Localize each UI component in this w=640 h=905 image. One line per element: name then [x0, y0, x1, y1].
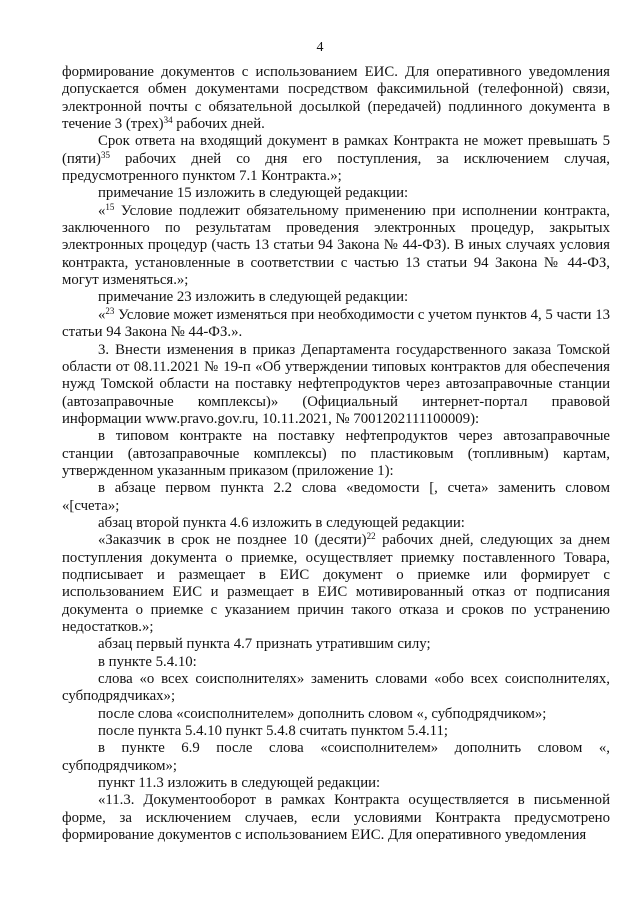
paragraph-text: в пункте 6.9 после слова «соисполнителем» дополнить словом «, субподрядчиком»; [62, 740, 610, 774]
paragraph [62, 636, 610, 653]
paragraph-text: в пункте 5.4.10: [98, 653, 197, 670]
paragraph-text: Условие подлежит обязательному применению при исполнении контракта, заключенного по результатам проведения электронных процедур, закрытых электронных процедур (часть 13 статьи 94 Закона № 44-ФЗ). В иных случаях условия контракта, установленные в соответствии с частью 13 статьи 94 Закона № 44-ФЗ, могут изменяться.»; [62, 202, 610, 289]
paragraph-text: после слова «соисполнителем» дополнить словом «, субподрядчиком»; [98, 705, 547, 722]
paragraph [62, 480, 610, 515]
footnote-ref: 22 [366, 531, 376, 542]
paragraph [62, 185, 610, 202]
paragraph [62, 342, 610, 429]
paragraph [62, 792, 610, 844]
paragraph-text: рабочих дней, следующих за днем поступления документа о приемке, осуществляет приемку поставленного Товара, подписывает и размещает в ЕИС документ о приемке или формирует с использованием ЕИС и размещает в ЕИС мотивированный отказ от подписания документа о приемке с указанием причин такого отказа и сроков по устранению недостатков.»; [62, 532, 610, 635]
paragraph [62, 775, 610, 792]
footnote-ref: 15 [105, 201, 115, 212]
paragraph-text: абзац первый пункта 4.7 признать утратившим силу; [98, 636, 431, 653]
paragraph-text: формирование документов с использованием ЕИС. Для оперативного уведомления допускается обмен документами посредством факсимильной (телефонной) связи, электронной почты с обязательной досылкой (передачей) подлинного документа в течение 3 (трех) [62, 64, 610, 133]
paragraph [62, 654, 610, 671]
paragraph [62, 532, 610, 636]
paragraph-text: после пункта 5.4.10 пункт 5.4.8 считать пунктом 5.4.11; [98, 723, 449, 740]
paragraph-text: 3. Внести изменения в приказ Департамента государственного заказа Томской области от 08.11.2021 № 19-п «Об утверждении типовых контрактов для обеспечения нужд Томской области на поставку нефтепродуктов через автозаправочные станции (автозаправочные комплексы)» (Официальный интернет-портал правовой информации www.pravo.gov.ru, 10.11.2021, № 7001202111100009): [62, 341, 610, 427]
paragraph-text: слова «о всех соисполнителях» заменить словами «обо всех соисполнителях, субподрядчиках»; [62, 671, 610, 705]
paragraph-text: примечание 15 изложить в следующей редакции: [98, 185, 409, 202]
footnote-ref: 34 [163, 115, 173, 126]
paragraph-text: примечание 23 изложить в следующей редакции: [98, 289, 409, 306]
paragraph [62, 671, 610, 706]
paragraph [62, 307, 610, 342]
paragraph [62, 133, 610, 185]
footnote-ref: 35 [100, 149, 110, 160]
paragraph-text: рабочих дней со дня его поступления, за исключением случая, предусмотренного пунктом 7.1 Контракта.»; [62, 150, 610, 185]
paragraph-text: рабочих дней. [172, 116, 265, 133]
document-body [62, 64, 610, 844]
paragraph-text: «Заказчик в срок не позднее 10 (десяти) [98, 532, 367, 549]
paragraph-text: « [98, 306, 106, 323]
paragraph [62, 428, 610, 480]
paragraph [62, 289, 610, 306]
paragraph-text: Срок ответа на входящий документ в рамках Контракта не может превышать 5 (пяти) [62, 133, 610, 167]
paragraph-text: абзац второй пункта 4.6 изложить в следующей редакции: [98, 514, 465, 531]
paragraph-text: « [98, 202, 106, 219]
page-number: 4 [316, 40, 324, 55]
paragraph [62, 203, 610, 290]
paragraph [62, 515, 610, 532]
paragraph-text: в абзаце первом пункта 2.2 слова «ведомости [, счета» заменить словом «[счета»; [62, 480, 610, 514]
footnote-ref: 23 [105, 305, 115, 316]
paragraph-text: пункт 11.3 изложить в следующей редакции: [98, 775, 381, 792]
paragraph [62, 64, 610, 133]
paragraph [62, 723, 610, 740]
paragraph-text: Условие может изменяться при необходимости с учетом пунктов 4, 5 части 13 статьи 94 Закона № 44-ФЗ.». [62, 306, 610, 341]
paragraph-text: в типовом контракте на поставку нефтепродуктов через автозаправочные станции (автозаправочные комплексы) по пластиковым (топливным) картам, утвержденном указанным приказом (приложение 1): [62, 428, 610, 479]
paragraph-text: «11.3. Документооборот в рамках Контракта осуществляется в письменной форме, за исключением случаев, если условиями Контракта предусмотрено формирование документов с использованием ЕИС. Для оперативного уведомления [62, 792, 610, 844]
paragraph [62, 740, 610, 775]
paragraph [62, 706, 610, 723]
